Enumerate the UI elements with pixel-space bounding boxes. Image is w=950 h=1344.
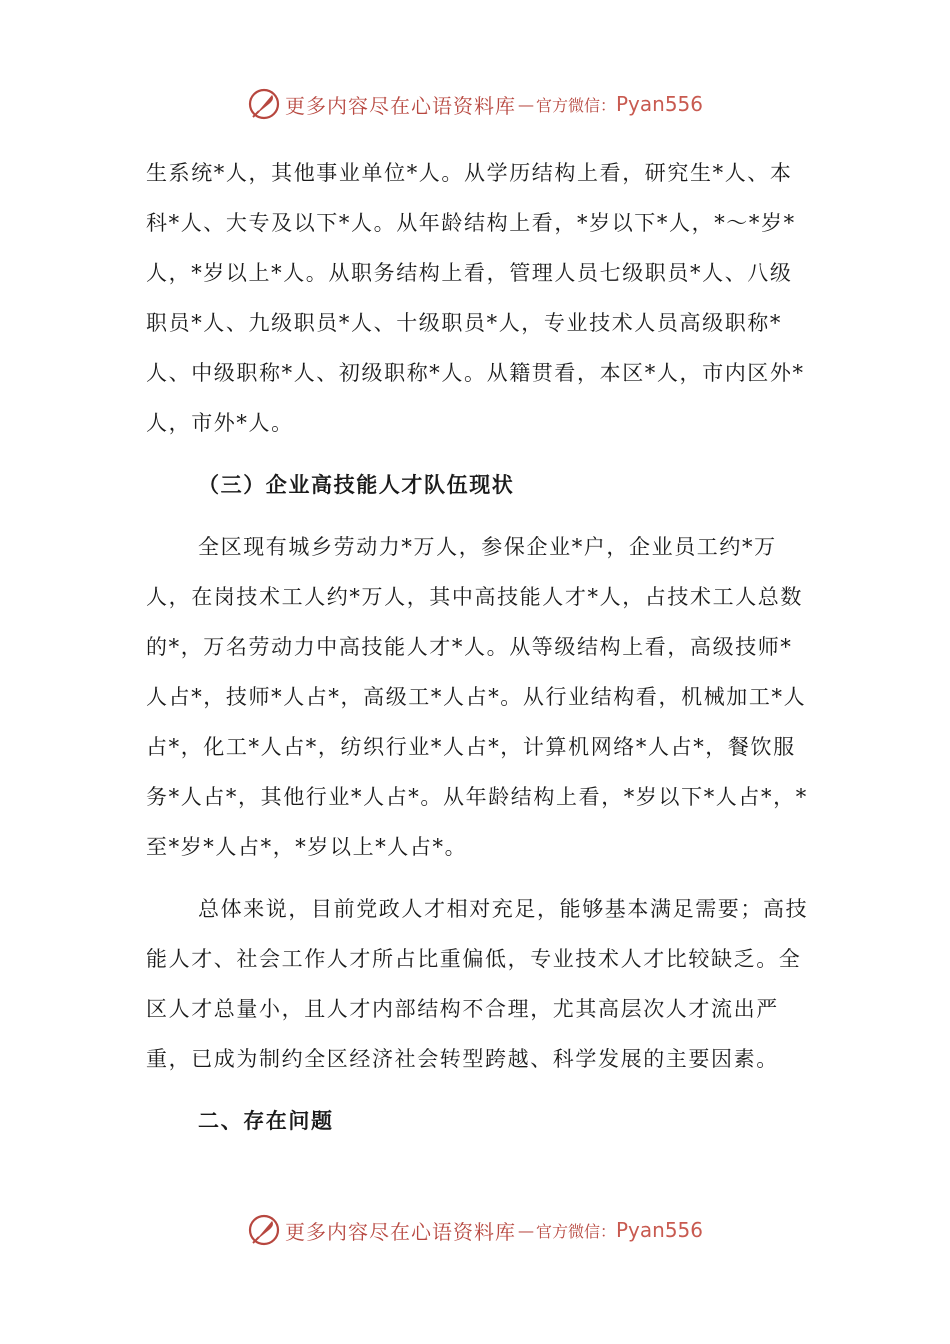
banner-wechat-id: Pyan556 xyxy=(616,1218,704,1242)
quill-logo-icon xyxy=(247,1213,281,1247)
document-body xyxy=(146,148,810,1146)
banner-wechat-label: 官方微信： xyxy=(535,95,616,115)
quill-logo-icon xyxy=(247,87,281,121)
paragraph-summary: 总体来说，目前党政人才相对充足，能够基本满足需要；高技能人才、社会工作人才所占比重偏低，专业技术人才比较缺乏。全区人才总量小，且人才内部结构不合理，尤其高层次人才流出严重，已成为制约全区经济社会转型跨越、科学发展的主要因素。 xyxy=(146,897,809,1071)
banner-wechat-label: 官方微信： xyxy=(535,1221,616,1241)
banner-wechat-id: Pyan556 xyxy=(616,92,704,116)
banner-text: 更多内容尽在心语资料库 xyxy=(284,93,516,118)
banner-dash: — xyxy=(517,94,534,114)
paragraph-enterprise-talent: 全区现有城乡劳动力*万人，参保企业*户，企业员工约*万人，在岗技术工人约*万人，其中高技能人才*人，占技术工人总数的*，万名劳动力中高技能人才*人。从等级结构上看，高级技师*人占*，技师*人占*，高级工*人占*。从行业结构看，机械加工*人占*，化工*人占*，纺织行业*人占*，计算机网络*人占*，餐饮服务*人占*，其他行业*人占*。从年龄结构上看，*岁以下*人占*，*至*岁*人占*，*岁以上*人占*。 xyxy=(146,535,808,859)
banner-dash: — xyxy=(517,1220,534,1240)
section-heading-problems: 二、存在问题 xyxy=(198,1108,334,1133)
header-banner xyxy=(0,84,950,124)
banner-text: 更多内容尽在心语资料库 xyxy=(284,1219,516,1244)
paragraph-staff-structure: 生系统*人，其他事业单位*人。从学历结构上看，研究生*人、本科*人、大专及以下*人。从年龄结构上看，*岁以下*人，*～*岁*人，*岁以上*人。从职务结构上看，管理人员七级职员*人、八级职员*人、九级职员*人、十级职员*人，专业技术人员高级职称*人、中级职称*人、初级职称*人。从籍贯看，本区*人，市内区外*人，市外*人。 xyxy=(146,161,805,435)
section-heading-enterprise-talent: （三）企业高技能人才队伍现状 xyxy=(198,472,515,497)
footer-banner xyxy=(0,1210,950,1250)
